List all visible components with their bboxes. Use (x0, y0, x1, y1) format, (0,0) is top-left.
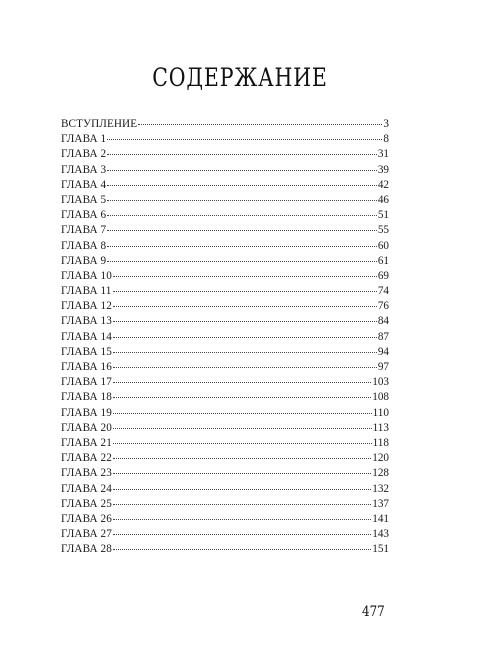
toc-entry-page: 8 (383, 133, 389, 146)
toc-entry (61, 269, 389, 284)
toc-entry (61, 436, 389, 451)
toc-entry-label: ВСТУПЛЕНИЕ (61, 118, 138, 130)
toc-entry (61, 330, 389, 345)
toc-entry-page: 51 (377, 209, 389, 222)
toc-entry (61, 512, 389, 527)
toc-leader-dots (113, 337, 377, 338)
toc-entry-label: ГЛАВА 7 (61, 224, 107, 237)
toc-entry-label: ГЛАВА 26 (61, 512, 112, 525)
toc-leader-dots (113, 276, 377, 277)
toc-entry-label: ГЛАВА 22 (61, 452, 112, 465)
toc-entry (61, 239, 389, 254)
toc-entry-page: 61 (377, 254, 389, 267)
toc-entry-page: 137 (372, 497, 389, 510)
toc-entry-page: 55 (377, 224, 389, 237)
toc-entry-label: ГЛАВА 8 (61, 239, 107, 252)
toc-entry-page: 110 (372, 406, 389, 419)
toc-entry (61, 406, 389, 421)
toc-entry-label: ГЛАВА 15 (61, 345, 112, 358)
toc-entry-label: ГЛАВА 11 (61, 285, 112, 298)
toc-entry-page: 128 (372, 467, 389, 480)
toc-entry-page: 141 (372, 512, 389, 525)
toc-leader-dots (113, 367, 377, 368)
toc-entry-page: 69 (377, 269, 389, 282)
toc-entry-label: ГЛАВА 5 (61, 193, 107, 206)
toc-leader-dots (113, 428, 372, 429)
toc-entry (61, 223, 389, 238)
toc-leader-dots (113, 291, 377, 292)
toc-entry-label: ГЛАВА 18 (61, 391, 112, 404)
toc-entry (61, 132, 389, 147)
toc-entry-page: 120 (372, 452, 389, 465)
toc-leader-dots (113, 534, 371, 535)
toc-leader-dots (113, 443, 372, 444)
toc-leader-dots (113, 458, 371, 459)
toc-entry-page: 143 (372, 528, 389, 541)
toc-entry-page: 42 (377, 178, 389, 191)
page-title: СОДЕРЖАНИЕ (152, 63, 328, 92)
toc-entry-label: ГЛАВА 12 (61, 300, 112, 313)
toc-entry-page: 31 (377, 148, 389, 161)
toc-leader-dots (107, 185, 377, 186)
toc-leader-dots (113, 397, 371, 398)
toc-entry (61, 482, 389, 497)
toc-leader-dots (113, 504, 371, 505)
toc-leader-dots (113, 306, 377, 307)
toc-leader-dots (113, 321, 377, 322)
toc-entry-page: 97 (377, 361, 389, 373)
toc-entry-label: ГЛАВА 16 (61, 361, 112, 373)
toc-entry-label: ГЛАВА 20 (61, 421, 112, 434)
table-of-contents (61, 117, 389, 557)
toc-entry-page: 87 (377, 330, 389, 343)
toc-leader-dots (113, 382, 371, 383)
toc-entry-label: ГЛАВА 4 (61, 178, 107, 191)
toc-leader-dots (113, 489, 371, 490)
toc-entry-label: ГЛАВА 21 (61, 436, 112, 449)
toc-entry-label: ГЛАВА 1 (61, 133, 107, 146)
toc-leader-dots (113, 473, 371, 474)
toc-entry (61, 117, 389, 132)
toc-entry-label: ГЛАВА 13 (61, 315, 112, 328)
toc-leader-dots (113, 519, 371, 520)
toc-entry (61, 193, 389, 208)
toc-entry (61, 163, 389, 178)
toc-entry-page: 46 (377, 193, 389, 206)
toc-entry-label: ГЛАВА 9 (61, 254, 107, 267)
toc-entry (61, 375, 389, 390)
toc-leader-dots (113, 549, 371, 550)
toc-leader-dots (107, 215, 377, 216)
toc-entry-page: 108 (372, 391, 389, 404)
toc-entry (61, 542, 389, 557)
toc-entry (61, 178, 389, 193)
toc-entry-page: 39 (377, 163, 389, 176)
toc-entry-page: 76 (377, 300, 389, 313)
toc-entry-page: 94 (377, 345, 389, 358)
toc-entry-page: 132 (372, 482, 389, 495)
toc-leader-dots (107, 246, 377, 247)
toc-entry-page: 151 (372, 543, 389, 556)
toc-entry-page: 113 (372, 421, 389, 434)
toc-entry (61, 451, 389, 466)
toc-leader-dots (138, 124, 382, 125)
toc-entry (61, 284, 389, 299)
toc-leader-dots (113, 352, 377, 353)
toc-entry (61, 527, 389, 542)
toc-leader-dots (107, 230, 377, 231)
toc-entry (61, 497, 389, 512)
toc-entry-page: 60 (377, 239, 389, 252)
toc-entry (61, 299, 389, 314)
toc-entry-label: ГЛАВА 28 (61, 543, 112, 556)
toc-entry-label: ГЛАВА 3 (61, 163, 107, 176)
toc-entry-label: ГЛАВА 17 (61, 376, 112, 389)
toc-entry (61, 208, 389, 223)
toc-entry-label: ГЛАВА 25 (61, 497, 112, 510)
toc-entry (61, 147, 389, 162)
toc-leader-dots (107, 261, 377, 262)
toc-entry-label: ГЛАВА 6 (61, 209, 107, 222)
toc-entry-page: 84 (377, 315, 389, 328)
toc-entry-label: ГЛАВА 27 (61, 528, 112, 541)
toc-entry-label: ГЛАВА 24 (61, 482, 112, 495)
toc-entry-label: ГЛАВА 23 (61, 467, 112, 480)
toc-entry-label: ГЛАВА 10 (61, 269, 112, 282)
page-number: 477 (362, 604, 385, 620)
toc-entry-label: ГЛАВА 14 (61, 330, 112, 343)
toc-entry (61, 314, 389, 329)
toc-entry (61, 254, 389, 269)
toc-entry (61, 421, 389, 436)
toc-leader-dots (107, 139, 382, 140)
toc-leader-dots (107, 170, 377, 171)
toc-entry (61, 466, 389, 481)
toc-leader-dots (113, 413, 372, 414)
toc-entry-page: 103 (372, 376, 389, 389)
toc-entry-page: 74 (377, 285, 389, 298)
toc-leader-dots (107, 200, 377, 201)
toc-entry (61, 345, 389, 360)
toc-entry (61, 360, 389, 375)
toc-entry-page: 3 (383, 118, 389, 130)
toc-entry (61, 390, 389, 405)
toc-entry-label: ГЛАВА 19 (61, 406, 112, 419)
toc-entry-label: ГЛАВА 2 (61, 148, 107, 161)
toc-leader-dots (107, 154, 377, 155)
toc-entry-page: 118 (372, 436, 389, 449)
